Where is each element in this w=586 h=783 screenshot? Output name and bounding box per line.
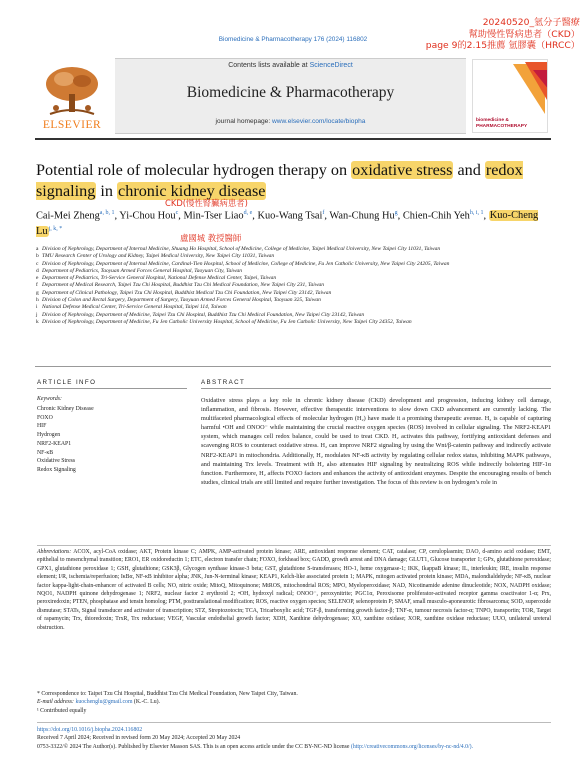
abstract-body: Oxidative stress plays a key role in chronic kidney disease (CKD) development and progression, inducing kidney cell damage, inflammation, and fibrosis. However, effective therapeutic interventions to slow down CKD advancement are currently lacking. The multifaceted pharmacological effects of molecular hydrogen (H₂) have made it a promising therapeutic avenue. H₂ is capable of capturing harmful •OH and ONOO⁻ while maintaining the crucial reactive oxygen species (ROS) involved in cellular signaling. The NRF2-KEAP1 system, which manages cell redox balance, could be used to treat CKD. H₂ activates this pathway, fortifying antioxidant defenses and scavenging ROS to counteract oxidative stress. H₂ can improve NRF2 signaling by using the Wnt/β-catenin pathway and indirectly activate NRF2-KEAP1 in mitochondria. Additionally, H₂ modulates NF-κB activity by regulating cellular redox status, inhibiting MAPK pathways, and maintaining Trx levels. Treatment with H₂ also attenuates HIF signaling by neutralizing ROS while indirectly bolstering HIF-1α function. Furthermore, H₂ affects FOXO factors and enhances the activity of antioxidant enzymes. Despite the encouraging results of bench studies, clinical trials are still limited and require further investigation. The focus of this review is on hydrogen’s role in xyxy=(201,397,551,486)
handwritten-annotation-top xyxy=(350,17,580,52)
title-text: in xyxy=(100,182,113,200)
handwritten-annotation-ckd: CKD(慢性腎臟病患者) xyxy=(165,198,248,208)
annotation-line: 20240520_氫分子醫療 xyxy=(482,17,580,28)
author-affil[interactable]: g xyxy=(394,210,398,216)
author-affil[interactable]: h, i, 1 xyxy=(469,210,484,216)
keywords-list xyxy=(37,405,94,475)
doi-link[interactable]: https://doi.org/10.1016/j.biopha.2024.116802 xyxy=(37,727,143,733)
affiliations xyxy=(36,246,556,326)
author-affil[interactable]: f xyxy=(322,210,325,216)
title-highlight: oxidative stress xyxy=(352,161,453,179)
correspondence-note: * Correspondence to: Taipei Tzu Chi Hospital, Buddhist Tzu Chi Medical Foundation, New Taipei City, Taiwan. xyxy=(37,691,298,697)
keywords-heading: Keywords: xyxy=(37,396,62,402)
email-suffix: (K.-C. Lu). xyxy=(133,699,160,706)
keyword-item: NRF2-KEAP1 xyxy=(37,440,72,447)
affiliation-item: e Department of Pediatrics, Tri-Service General Hospital, National Defense Medical Center, Taipei, Taiwan xyxy=(36,275,277,282)
title-text: Potential role of molecular hydrogen therapy on xyxy=(36,161,348,179)
abstract-heading: ABSTRACT xyxy=(201,379,246,386)
author-name[interactable]: Cai-Mei Zheng xyxy=(36,210,100,222)
title-highlight: chronic kidney disease xyxy=(118,182,266,200)
homepage-prefix: journal homepage: xyxy=(215,118,271,125)
affiliation-item: f Department of Medical Research, Taipei Tzu Chi Hospital, Buddhist Tzu Chi Medical Foundation, New Taipei City 231, Taiwan xyxy=(36,282,324,289)
license-text xyxy=(37,743,551,751)
license-prefix: 0753-3322/© 2024 The Author(s). Published by Elsevier Masson SAS. This is an open access article under the CC BY-NC-ND license xyxy=(37,743,350,750)
keyword-item: Oxidative Stress xyxy=(37,458,76,465)
affiliation-item: c Division of Nephrology, Department of Internal Medicine, Cardinal-Tien Hospital, School of Medicine, College of Medicine, Fu Jen Catholic University, New Taipei City 24205, Taiwan xyxy=(36,260,450,267)
contributed-note: ¹ Contributed equally xyxy=(37,707,87,714)
keyword-item: Redox Signaling xyxy=(37,466,76,473)
received-dates: Received 7 April 2024; Received in revised form 20 May 2024; Accepted 20 May 2024 xyxy=(37,735,241,742)
keyword-item: Hydrogen xyxy=(37,432,61,439)
author-name-highlighted[interactable]: Kuo-Cheng Lu xyxy=(36,210,539,238)
doi-block xyxy=(37,726,551,751)
journal-reference[interactable]: Biomedicine & Pharmacotherapy 176 (2024) 116802 xyxy=(218,36,368,43)
handwritten-annotation-author: 盧國城 教授醫師 xyxy=(180,233,242,243)
email-label: E-mail address: xyxy=(37,699,74,706)
keyword-item: FOXO xyxy=(37,414,53,421)
abbreviations xyxy=(37,548,551,632)
email-link[interactable]: kuochenglu@gmail.com xyxy=(75,699,133,706)
publisher-name: ELSEVIER xyxy=(42,119,102,131)
abbreviations-label: Abbreviations: xyxy=(37,549,72,555)
cover-title: biomedicine & PHARMACOTHERAPY xyxy=(476,118,528,129)
annotation-line: page 9的2.15推薦 氫膠囊（HRCC） xyxy=(425,40,580,51)
journal-title: Biomedicine & Pharmacotherapy xyxy=(186,84,395,101)
article-info-heading: ARTICLE INFO xyxy=(37,379,97,386)
title-text: and xyxy=(457,161,481,179)
annotation-line: 幫助慢性腎病患者（CKD） xyxy=(468,28,580,40)
author-affil[interactable]: d, e xyxy=(243,210,253,216)
header-divider xyxy=(35,138,551,140)
author-name[interactable]: Wan-Chung Hu xyxy=(329,210,395,222)
doi-divider xyxy=(37,722,551,723)
email-line xyxy=(37,698,551,706)
author-affil[interactable]: a, b, 1 xyxy=(99,210,115,216)
journal-cover-thumbnail[interactable] xyxy=(472,59,548,133)
license-link[interactable]: (http://creativecommons.org/licenses/by-nc-nd/4.0/). xyxy=(350,743,474,750)
article-title xyxy=(36,160,556,202)
author-name[interactable]: Kuo-Wang Tsai xyxy=(257,210,323,222)
contents-prefix: Contents lists available at xyxy=(228,62,308,69)
footnote-divider xyxy=(37,545,551,546)
sciencedirect-link[interactable]: ScienceDirect xyxy=(309,62,353,69)
section-divider xyxy=(35,366,551,367)
title-highlight: redox signaling xyxy=(36,161,523,200)
journal-homepage xyxy=(115,118,466,125)
affiliation-item: d Department of Pediatrics, Taoyuan Armed Forces General Hospital, Taoyuan City, Taiwan xyxy=(36,267,242,274)
keyword-item: Chronic Kidney Disease xyxy=(37,406,94,412)
affiliation-item: k Division of Nephrology, Department of Medicine, Fu Jen Catholic University Hospital, School of Medicine, Fu Jen Catholic University, New Taipei City 24352, Taiwan xyxy=(36,318,412,325)
abbreviations-text: ACOX, acyl-CoA oxidase; AKT, Protein kinase C; AMPK, AMP-activated protein kinase; ARE, antioxidant response element; CAT, catalase; CP, ceruloplasmin; DAO, d-amino acid oxidase; EMT, epithelial to mesenchymal transition; ERO1, ER oxidoreductin 1; ETC, electron transfer chain; FOXO, forkhead box; GADD, growth arrest and DNA damage; GLUT1, Glucose transporter 1; GPx, glutathione peroxidase; GPX1, glutathione peroxidase 1; GSH, glutathione; GSK3β, Glycogen synthase kinase-3 beta; GST, glutathione S-transferases; HO-1, heme oxygenase-1; IKK, IkappaB kinase; IL, interleukin; IRE, insulin response element; I/R, ischemia/reperfusion; IκBα, NF-κB inhibitor alpha; JNK, Jun-N-terminal kinase; KEAP1, Kelch-like associated protein 1; MAPK, mitogen activated protein kinase; MDA, malondialdehyde; NF-κB, nuclear factor kappa-light-chain-enhancer of activated B cells; NO, nitric oxide; MitoQ, Mitoquinone; MtROS, mitochondrial ROS; MPO, Myeloperoxidase; NAD, Nicotinamide adenine dinucleotide; NOX, NADPH oxidase; NQO1, NADPH quinone dehydrogenase 1; NRF2, nuclear factor 2 erythroid 2; •OH, hydroxyl radical; ONOO⁻, peroxynitrite; PGC1α, Peroxisome proliferator-activated receptor gamma coactivator 1-α; Prx, peroxiredoxin; PTEN, phosphatase and tensin homolog; PTM, posttranslational modification; ROS, reactive oxygen species; SELENOP, selenoprotein P; SMAF, small musculo-aponeurotic fibrosarcoma; SOD, superoxide dismutase; STATs, Signal transducer and activator of transcription; STZ, Streptozotocin; TCA, Tricarboxylic acid; TGF-β, transforming growth factor-β; TNF-α, tumour necrosis factor-α; TNPO, transportin; TOR, Target of rapamycin; Trx, thioredoxin; TrxR, Trx reductase; VEGF, Vascular endothelial growth factor; XDH, Xanthine dehydrogenase; XO, xanthine oxidase; XOR, xanthine oxidase reductase; UUO, unilateral ureteral obstruction. xyxy=(37,549,551,631)
author-name[interactable]: Yi-Chou Hou xyxy=(119,210,176,222)
author-name[interactable]: Min-Tser Liao xyxy=(183,210,244,222)
correspondence-footnotes xyxy=(37,690,551,715)
affiliation-item: g Department of Clinical Pathology, Taipei Tzu Chi Hospital, Buddhist Medical Tzu Chi Foundation, New Taipei City 23142, Taiwan xyxy=(36,289,332,296)
contents-line xyxy=(115,62,466,69)
author-affil[interactable]: c xyxy=(175,210,179,216)
author-affil[interactable]: j, k, * xyxy=(48,225,63,232)
homepage-link[interactable]: www.elsevier.com/locate/biopha xyxy=(272,118,366,125)
author-name[interactable]: Chien-Chih Yeh xyxy=(402,210,470,222)
affiliation-item: j Division of Nephrology, Department of Medicine, Taipei Tzu Chi Hospital, Buddhist Tzu Chi Medical Foundation, New Taipei City 23142, Taiwan xyxy=(36,311,365,318)
keyword-item: NF-κB xyxy=(37,449,54,456)
affiliation-item: i National Defense Medical Center, Tri-Service General Hospital, Taipei 114, Taiwan xyxy=(36,304,227,311)
affiliation-item: h Division of Colon and Rectal Surgery, Department of Surgery, Taoyuan Armed Forces General Hospital, Taoyuan 325, Taiwan xyxy=(36,297,321,304)
abstract-rule xyxy=(201,388,551,389)
keyword-item: HIF xyxy=(37,423,47,430)
affiliation-item: a Division of Nephrology, Department of Internal Medicine, Shuang Ho Hospital, School of Medicine, College of Medicine, Taipei Medical University, New Taipei City 11031, Taiwan xyxy=(36,246,441,252)
author-list: Cai-Mei Zheng$^{a, b, 1}$, Yi-Chou Hou$^c$, Min-Tser Liao$^{d, e}$, Kuo-Wang Tsai$^f$, Wan-Chung Hu$^g$, Chien-Chih Yeh$^{h, i, 1}$, Kuo-Cheng $Lu^{j, k, *}$ xyxy=(36,210,539,238)
article-info-rule xyxy=(37,388,187,389)
affiliation-item: b TMU Research Center of Urology and Kidney, Taipei Medical University, New Taipei City 11031, Taiwan xyxy=(36,253,275,260)
